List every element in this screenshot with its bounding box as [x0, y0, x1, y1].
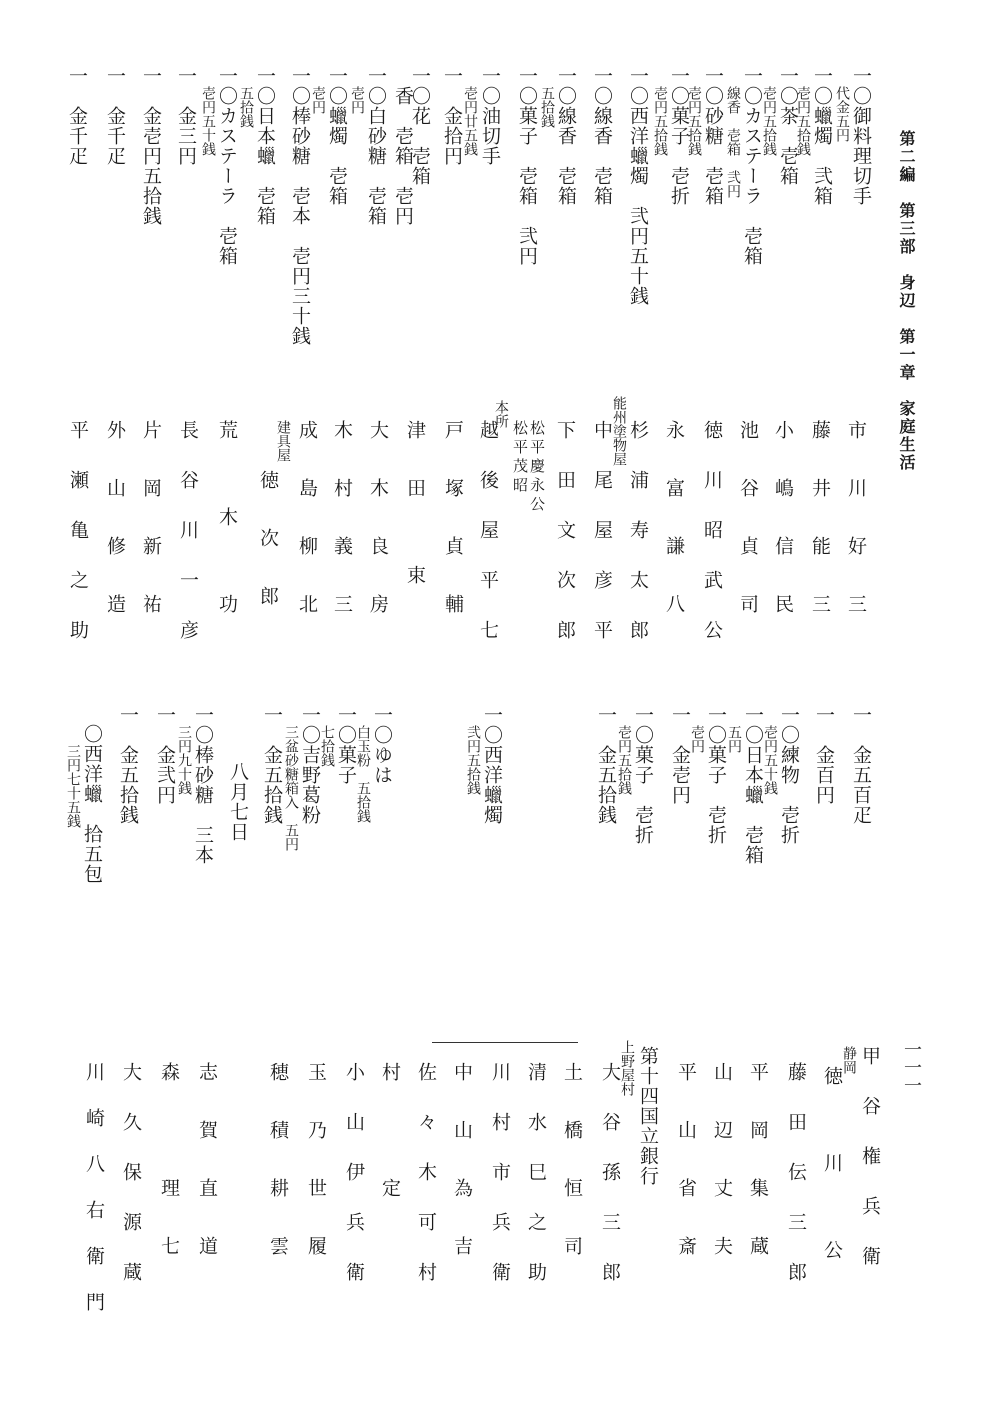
- donor-name: 徳 次 郎: [257, 470, 279, 615]
- donor-name: 小 嶋 信 民: [772, 420, 794, 623]
- gift-entry: 一〇白砂糖 壱箱: [365, 66, 387, 226]
- donor-name: 藤 田 伝 三 郎: [785, 1062, 807, 1287]
- gift-entry: 一 金千疋: [66, 66, 88, 166]
- donor-name: 小 山 伊 兵 衛: [343, 1062, 365, 1287]
- donor-name: 徳 川 公: [821, 1066, 843, 1269]
- donor-name: 志 賀 直 道: [196, 1062, 218, 1265]
- donor-name: 平 岡 集 蔵: [747, 1062, 769, 1265]
- gift-value: 壱円廿五銭: [462, 86, 478, 156]
- gift-entry: 一〇カステーラ 壱箱: [741, 66, 763, 266]
- donor-name: 片 岡 新 祐: [140, 420, 162, 623]
- donor-name: 徳 川 昭 武 公: [701, 420, 723, 645]
- gift-entry: 一〇蠟燭 弐箱: [811, 66, 833, 206]
- gift-entry: 一〇吉野葛粉: [299, 705, 321, 825]
- running-header: 第二編 第三部 身辺 第一章 家庭生活: [897, 130, 916, 472]
- gift-entry: 一 金壱円五拾銭: [140, 66, 162, 226]
- donor-name: 越 後 屋 平 七: [477, 420, 499, 645]
- donor-name: 平 山 省 斎: [675, 1062, 697, 1265]
- gift-value: 弐円五拾銭: [465, 725, 481, 795]
- gift-entry: 一 金五拾銭: [117, 705, 139, 825]
- gift-entry: 一〇線香 壱箱: [555, 66, 577, 206]
- gift-entry: 一〇茶 壱箱: [777, 66, 799, 186]
- gift-entry: 一 金弐円: [154, 705, 176, 805]
- gift-entry: 一 金百円: [813, 705, 835, 805]
- gift-value: 五円: [726, 725, 742, 753]
- gift-entry: 一〇花 壱箱: [409, 66, 431, 186]
- donor-name: 大 久 保 源 蔵: [120, 1062, 142, 1287]
- gift-value: 五拾銭: [539, 86, 555, 128]
- gift-value: 壱円五拾銭: [616, 725, 632, 795]
- donor-name: 玉 乃 世 履: [305, 1062, 327, 1265]
- gift-entry: 香 壱箱 壱円: [392, 86, 414, 226]
- gift-value: 壱円五十銭: [200, 86, 216, 156]
- gift-value: 三円九十銭: [176, 725, 192, 795]
- separator-line: [432, 1042, 578, 1043]
- gift-entry: 一〇御料理切手: [850, 66, 872, 206]
- donor-name: 土 橋 恒 司: [561, 1062, 583, 1265]
- page-number: 一一一: [901, 1040, 922, 1094]
- donor-name: 森 理 七: [158, 1062, 180, 1265]
- donor-name: 山 辺 丈 夫: [711, 1062, 733, 1265]
- gift-entry: 一〇西洋蠟燭 弐円五十銭: [627, 66, 649, 306]
- gift-entry: 一〇西洋蠟燭: [481, 705, 503, 825]
- donor-name: 甲 谷 権 兵 衛: [859, 1046, 881, 1271]
- gift-entry: 一〇線香 壱箱: [591, 66, 613, 206]
- gift-entry: 一〇菓子 壱折: [668, 66, 690, 206]
- donor-affiliation: 静岡: [841, 1046, 857, 1074]
- donor-affiliation: 建具屋: [275, 420, 291, 462]
- gift-value: 線香 壱箱 弐円: [725, 86, 741, 198]
- gift-value: 三円七十五銭: [65, 744, 81, 828]
- gift-value: 壱円五拾銭: [652, 86, 668, 156]
- gift-entry: 一〇カステーラ 壱箱: [216, 66, 238, 266]
- donor-name: 戸 塚 貞 輔: [442, 420, 464, 623]
- gift-value: 壱円: [689, 725, 705, 753]
- gift-entry: 一〇蠟燭 壱箱: [326, 66, 348, 206]
- entry-date: 八月七日: [227, 762, 249, 842]
- gift-entry: 一〇日本蠟 壱箱: [254, 66, 276, 226]
- gift-entry: 一 金五拾銭: [261, 705, 283, 825]
- gift-value: 壱円五拾銭: [761, 86, 777, 156]
- donor-name: 外 山 修 造: [104, 420, 126, 623]
- donor-name: 下 田 文 次 郎: [554, 420, 576, 645]
- donor-name: 村 定: [379, 1062, 401, 1207]
- donor-name: 大 木 良 房: [367, 420, 389, 623]
- donor-name: 藤 井 能 三: [809, 420, 831, 623]
- gift-entry: 一〇砂糖 壱箱: [702, 66, 724, 206]
- gift-value: 壱円: [349, 86, 365, 114]
- donor-name: 市 川 好 三: [845, 420, 867, 623]
- gift-value: 壱円五十銭: [762, 725, 778, 795]
- gift-value: 壱円五拾銭: [686, 86, 702, 156]
- donor-name: 平 瀬 亀 之 助: [67, 420, 89, 645]
- donor-affiliation: 上野屋村: [619, 1040, 635, 1096]
- gift-entry: 一 金拾円: [441, 66, 463, 166]
- donor-name: 池 谷 貞 司: [737, 420, 759, 623]
- donor-name: 中 山 為 吉: [451, 1062, 473, 1265]
- gift-entry: 一〇菓子 壱折: [705, 705, 727, 845]
- donor-name: 清 水 巳 之 助: [525, 1062, 547, 1287]
- gift-entry: 一〇菓子: [335, 705, 357, 785]
- gift-entry: 一 金三円: [175, 66, 197, 166]
- donor-name: 川 村 市 兵 衛: [489, 1062, 511, 1287]
- gift-entry: 一 金千疋: [104, 66, 126, 166]
- donor-name: 大 谷 孫 三 郎: [599, 1062, 621, 1287]
- donor-affiliation: 本所: [493, 400, 509, 428]
- donor-name: 永 富 謙 八: [663, 420, 685, 623]
- donor-name: 穂 積 耕 雲: [267, 1062, 289, 1265]
- donor-name: 杉 浦 寿 太 郎: [627, 420, 649, 645]
- gift-value: 壱円五拾銭: [795, 86, 811, 156]
- donor-name: 佐 々 木 可 村: [415, 1062, 437, 1287]
- donor-name: 中 尾 屋 彦 平: [591, 420, 613, 645]
- gift-value: 代金五円: [834, 86, 850, 142]
- donor-name: 成 島 柳 北: [296, 420, 318, 623]
- gift-entry: 一〇棒砂糖 壱本 壱円三十銭: [289, 66, 311, 346]
- donor-affiliation: 能州塗物屋: [611, 396, 627, 466]
- donor-name: 松平慶永公: [528, 420, 546, 515]
- gift-value: 白玉粉 五拾銭: [355, 725, 371, 823]
- donor-name: 第十四国立銀行: [637, 1046, 659, 1186]
- donor-name: 木 村 義 三: [331, 420, 353, 623]
- gift-entry: 一〇油切手: [479, 66, 501, 166]
- gift-entry: 一 金五百疋: [850, 705, 872, 825]
- gift-entry: 一 金五拾銭: [595, 705, 617, 825]
- donor-name: 津 田 束: [404, 420, 426, 594]
- gift-entry: 一〇日本蠟 壱箱: [742, 705, 764, 865]
- donor-name: 松平茂昭: [511, 420, 529, 496]
- gift-entry: 一〇練物 壱折: [778, 705, 800, 845]
- gift-entry: 一〇菓子 壱箱 弐円: [516, 66, 538, 266]
- donor-name: 荒 木 功: [216, 420, 238, 623]
- gift-value: 壱円: [310, 86, 326, 114]
- gift-entry: 一 金壱円: [669, 705, 691, 805]
- gift-value: 七拾銭: [319, 725, 335, 767]
- gift-entry: 一〇ゆは: [371, 705, 393, 785]
- gift-entry: 一〇菓子 壱折: [632, 705, 654, 845]
- donor-name: 長 谷 川 一 彦: [177, 420, 199, 645]
- donor-name: 川 崎 八 右 衛 門: [83, 1062, 105, 1315]
- gift-value: 五拾銭: [238, 86, 254, 128]
- gift-value: 三盆砂糖箱入 五円: [283, 725, 299, 851]
- gift-entry: 〇西洋蠟 拾五包: [81, 724, 103, 884]
- gift-entry: 一〇棒砂糖 三本: [192, 705, 214, 865]
